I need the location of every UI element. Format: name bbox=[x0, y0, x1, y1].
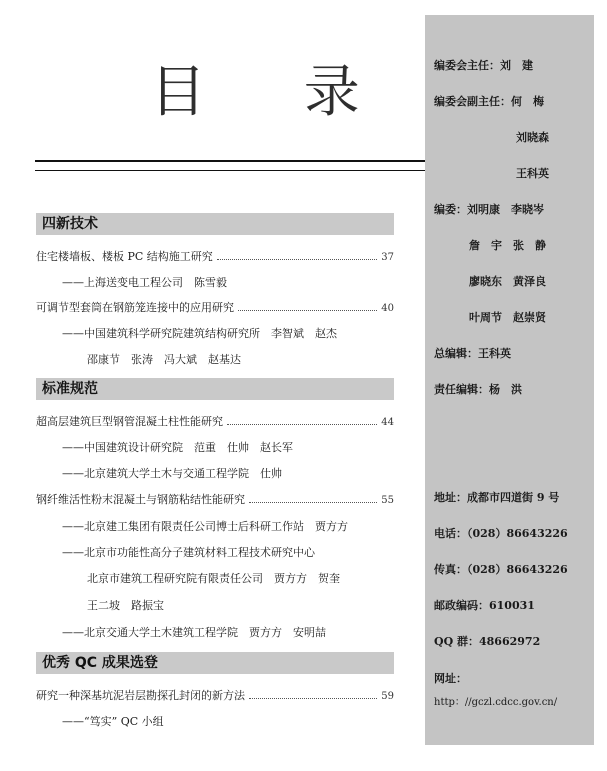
entry-author: ——北京建工集团有限责任公司博士后科研工作站 贾方方 bbox=[62, 520, 348, 533]
entry-author: ——“笃实” QC 小组 bbox=[62, 715, 164, 728]
entry-title: 可调节型套筒在钢筋笼连接中的应用研究 bbox=[36, 301, 234, 314]
entry-title: 超高层建筑巨型钢管混凝土柱性能研究 bbox=[36, 415, 223, 428]
entry-author: ——上海送变电工程公司 陈雪毅 bbox=[62, 276, 227, 289]
editor-line: 廖晓东 黄泽良 bbox=[469, 275, 546, 288]
leader-dots bbox=[249, 493, 377, 503]
entry-title: 钢纤维活性粉末混凝土与钢筋粘结性能研究 bbox=[36, 493, 245, 506]
leader-dots bbox=[217, 250, 377, 260]
section-heading: 标准规范 bbox=[36, 378, 394, 400]
contact-fax: 传真：（028）86643226 bbox=[434, 563, 568, 576]
toc-entry[interactable] bbox=[36, 415, 394, 430]
editor-line: 编委会副主任：何 梅 bbox=[434, 95, 544, 108]
entry-author: 北京市建筑工程研究院有限责任公司 贾方方 贺奎 bbox=[87, 572, 340, 585]
contact-phone: 电话：（028）86643226 bbox=[434, 527, 568, 540]
entry-author: ——北京市功能性高分子建筑材料工程技术研究中心 bbox=[62, 546, 315, 559]
leader-dots bbox=[249, 689, 377, 699]
entry-author: ——中国建筑设计研究院 范重 仕帅 赵长军 bbox=[62, 441, 293, 454]
editor-line: 刘晓森 bbox=[516, 131, 549, 144]
entry-author: 邵康节 张涛 冯大斌 赵基达 bbox=[87, 353, 241, 366]
editor-line: 詹 宇 张 静 bbox=[469, 239, 546, 252]
editorial-sidebar bbox=[425, 15, 594, 745]
entry-author: ——中国建筑科学研究院建筑结构研究所 李智斌 赵杰 bbox=[62, 327, 337, 340]
editor-line: 总编辑：王科英 bbox=[434, 347, 511, 360]
title-rule-thick bbox=[35, 160, 427, 162]
contact-website-link[interactable]: http：//gczl.cdcc.gov.cn/ bbox=[434, 697, 558, 708]
entry-page: 37 bbox=[381, 252, 394, 263]
entry-title: 研究一种深基坑泥岩层勘探孔封闭的新方法 bbox=[36, 689, 245, 702]
section-heading: 四新技术 bbox=[36, 213, 394, 235]
leader-dots bbox=[238, 301, 377, 311]
page-title: 目 录 bbox=[150, 60, 400, 125]
entry-author: ——北京交通大学土木建筑工程学院 贾方方 安明喆 bbox=[62, 626, 326, 639]
title-rule-thin bbox=[35, 170, 427, 171]
leader-dots bbox=[227, 415, 377, 425]
contact-address: 地址：成都市四道街 9 号 bbox=[434, 491, 560, 504]
entry-title: 住宅楼墙板、楼板 PC 结构施工研究 bbox=[36, 250, 213, 263]
editor-line: 王科英 bbox=[516, 167, 549, 180]
editor-line: 责任编辑：杨 洪 bbox=[434, 383, 522, 396]
editor-line: 编委：刘明康 李晓岑 bbox=[434, 203, 544, 216]
contact-postcode: 邮政编码：610031 bbox=[434, 599, 535, 612]
entry-author: ——北京建筑大学土木与交通工程学院 仕帅 bbox=[62, 467, 282, 480]
toc-entry[interactable] bbox=[36, 250, 394, 265]
contact-qq: QQ 群：48662972 bbox=[434, 635, 541, 648]
toc-entry[interactable] bbox=[36, 301, 394, 316]
entry-page: 44 bbox=[381, 417, 394, 428]
entry-page: 55 bbox=[381, 495, 394, 506]
toc-entry[interactable] bbox=[36, 493, 394, 508]
entry-page: 40 bbox=[381, 303, 394, 314]
section-heading: 优秀 QC 成果选登 bbox=[36, 652, 394, 674]
entry-author: 王二坡 路振宝 bbox=[87, 599, 164, 612]
contact-website-label: 网址： bbox=[434, 672, 467, 685]
toc-entry[interactable] bbox=[36, 689, 394, 704]
editor-line: 叶周节 赵崇贤 bbox=[469, 311, 546, 324]
entry-page: 59 bbox=[381, 691, 394, 702]
editor-line: 编委会主任：刘 建 bbox=[434, 59, 533, 72]
